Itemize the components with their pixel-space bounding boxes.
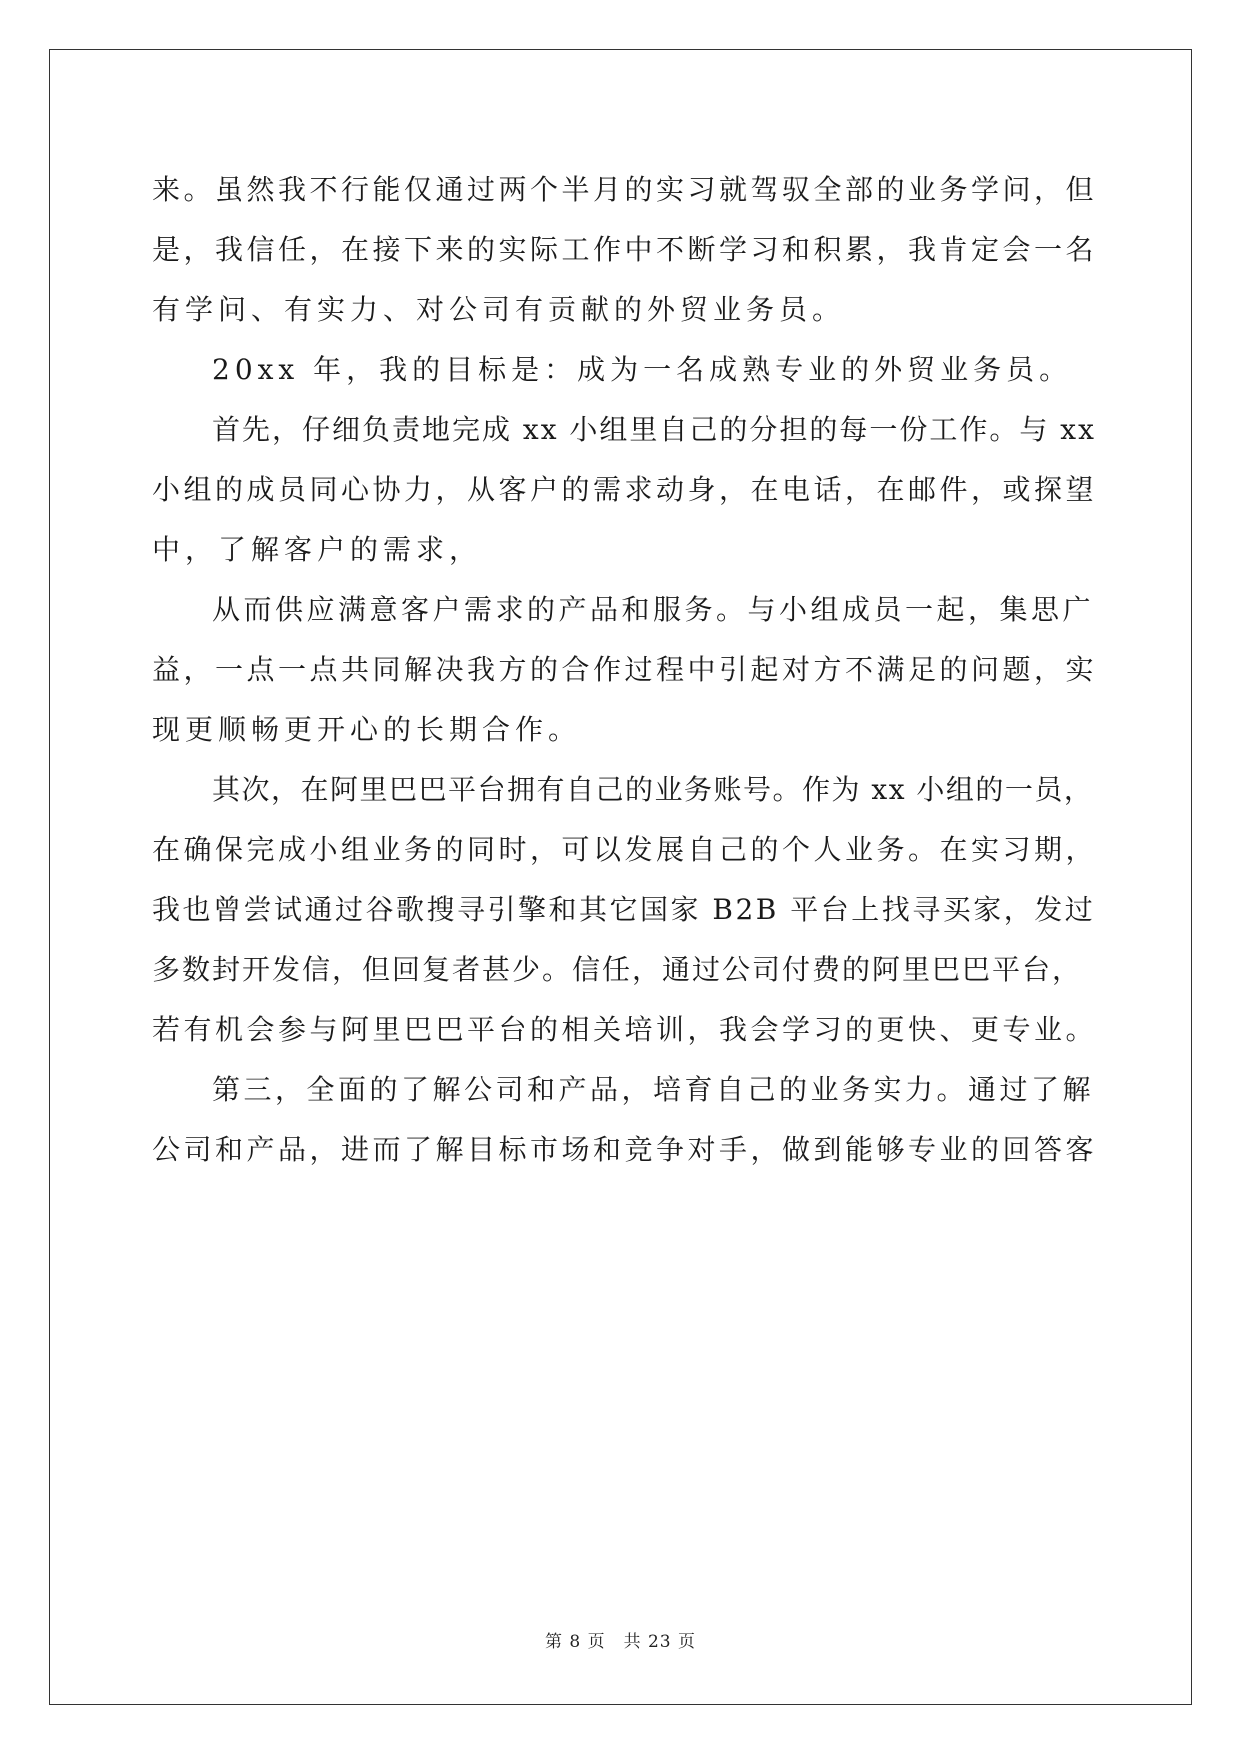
text-line: 公司和产品，进而了解目标市场和竞争对手，做到能够专业的回答客 bbox=[152, 1133, 1098, 1166]
document-body bbox=[152, 160, 1097, 1180]
text-line: 首先，仔细负责地完成 xx 小组里自己的分担的每一份工作。与 xx bbox=[212, 413, 1096, 446]
page-total: 共 23 页 bbox=[623, 1632, 697, 1652]
text-line: 有学问、有实力、对公司有贡献的外贸业务员。 bbox=[152, 293, 846, 326]
text-line: 从而供应满意客户需求的产品和服务。与小组成员一起，集思广 bbox=[212, 593, 1095, 626]
page-number: 第 8 页 bbox=[544, 1632, 606, 1652]
text-line: 我也曾尝试通过谷歌搜寻引擎和其它国家 B2B 平台上找寻买家，发过 bbox=[152, 893, 1096, 926]
text-line: 益，一点一点共同解决我方的合作过程中引起对方不满足的问题，实 bbox=[152, 653, 1098, 686]
text-line: 现更顺畅更开心的长期合作。 bbox=[152, 713, 582, 746]
page-footer bbox=[0, 1627, 1241, 1652]
text-line: 小组的成员同心协力，从客户的需求动身，在电话，在邮件，或探望 bbox=[152, 473, 1098, 506]
text-line: 是，我信任，在接下来的实际工作中不断学习和积累，我肯定会一名 bbox=[152, 233, 1098, 266]
text-line: 多数封开发信，但回复者甚少。信任，通过公司付费的阿里巴巴平台， bbox=[152, 953, 1083, 986]
text-line: 中，了解客户的需求， bbox=[152, 533, 483, 566]
text-line: 来。虽然我不行能仅通过两个半月的实习就驾驭全部的业务学问，但 bbox=[152, 173, 1098, 206]
text-line: 其次，在阿里巴巴平台拥有自己的业务账号。作为 xx 小组的一员， bbox=[212, 773, 1094, 806]
text-line: 20xx 年，我的目标是：成为一名成熟专业的外贸业务员。 bbox=[212, 353, 1073, 386]
text-line: 若有机会参与阿里巴巴平台的相关培训，我会学习的更快、更专业。 bbox=[152, 1013, 1098, 1046]
text-line: 在确保完成小组业务的同时，可以发展自己的个人业务。在实习期， bbox=[152, 833, 1098, 866]
text-line: 第三，全面的了解公司和产品，培育自己的业务实力。通过了解 bbox=[212, 1073, 1095, 1106]
